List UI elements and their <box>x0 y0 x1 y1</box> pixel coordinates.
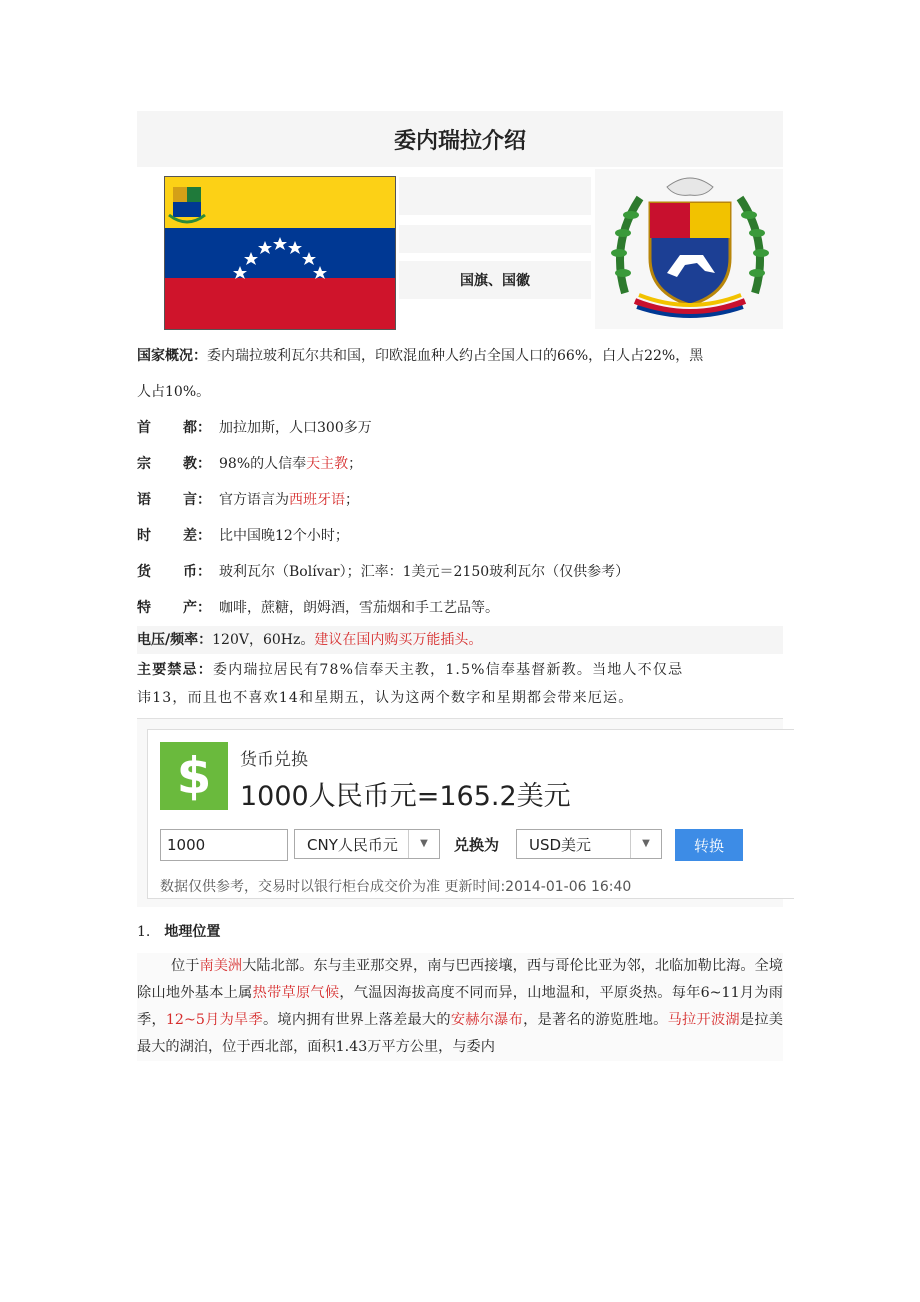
voltage-row: 电压/频率：120V，60Hz。建议在国内购买万能插头。 <box>137 626 783 654</box>
section-heading-geography: 1. 地理位置 <box>137 924 221 940</box>
product-text: 咖啡，蔗糖，朗姆酒，雪茄烟和手工艺品等。 <box>219 600 499 616</box>
taboo-label: 主要禁忌： <box>137 662 213 678</box>
overview-row <box>137 338 783 374</box>
capital-row <box>137 410 783 446</box>
capital-text: 加拉加斯，人口300多万 <box>219 420 372 436</box>
page-title: 委内瑞拉介绍 <box>137 111 783 167</box>
time-label: 时 差： <box>137 528 211 544</box>
currency-text: 玻利瓦尔（Bolívar）；汇率：1美元＝2150玻利瓦尔（仅供参考） <box>219 564 630 580</box>
lake-maracaibo-link[interactable]: 马拉开波湖 <box>667 1012 740 1028</box>
language-link[interactable]: 西班牙语 <box>289 492 345 508</box>
chevron-down-icon: ▼ <box>408 830 439 858</box>
hero-section <box>137 169 783 334</box>
venezuela-flag-image <box>164 176 396 330</box>
product-label: 特 产： <box>137 600 211 616</box>
language-row: 语 言： 官方语言为西班牙语； <box>137 482 783 518</box>
product-row <box>137 590 783 626</box>
chevron-down-icon: ▼ <box>630 830 661 858</box>
currency-label: 货 币： <box>137 564 211 580</box>
religion-label: 宗 教： <box>137 456 211 472</box>
document-page <box>137 111 783 1061</box>
coat-of-arms-image <box>595 169 783 329</box>
converter-title: 货币兑换 <box>240 750 308 770</box>
to-currency-select[interactable]: USD美元 ▼ <box>516 829 662 859</box>
dollar-icon: $ <box>160 742 228 810</box>
taboo-paragraph: 主要禁忌：委内瑞拉居民有78%信奉天主教，1.5%信奉基督新教。当地人不仅忌 讳13，而且也不喜欢14和星期五，认为这两个数字和星期都会带来厄运。 <box>137 662 684 706</box>
language-label: 语 言： <box>137 492 211 508</box>
overview-label: 国家概况： <box>137 348 207 364</box>
caption-bar-middle <box>399 225 591 253</box>
voltage-advice-link[interactable]: 建议在国内购买万能插头。 <box>314 632 483 648</box>
overview-text: 委内瑞拉玻利瓦尔共和国，印欧混血种人约占全国人口的66%，白人占22%，黑 <box>207 348 704 364</box>
amount-input[interactable]: 1000 <box>160 829 288 861</box>
geography-paragraph: 位于南美洲大陆北部。东与圭亚那交界，南与巴西接壤，西与哥伦比亚为邻，北临加勒比海。全境除山地外基本上属热带草原气候，气温因海拔高度不同而异，山地温和，平原炎热。每年6~11月为雨季，12~5月为旱季。境内拥有世界上落差最大的安赫尔瀑布，是著名的游览胜地。马拉开波湖是拉美最大的湖泊，位于西北部，面积1.43万平方公里，与委内 <box>137 953 783 1061</box>
coat-of-arms-icon <box>605 173 775 323</box>
voltage-label: 电压/频率： <box>137 632 213 648</box>
savanna-climate-link[interactable]: 热带草原气候 <box>252 985 340 1001</box>
time-row <box>137 518 783 554</box>
religion-row: 宗 教： 98%的人信奉天主教； <box>137 446 783 482</box>
dry-season-link[interactable]: 12~5月为旱季 <box>165 1012 263 1028</box>
convert-button[interactable]: 转换 <box>675 829 743 861</box>
time-text: 比中国晚12个小时； <box>219 528 349 544</box>
facts-list <box>137 338 783 712</box>
south-america-link[interactable]: 南美洲 <box>199 958 243 974</box>
overview-text-cont: 人占10%。 <box>137 384 211 400</box>
convert-to-label: 兑换为 <box>454 836 500 854</box>
from-currency-select[interactable]: CNY人民币元 ▼ <box>294 829 440 859</box>
religion-link[interactable]: 天主教 <box>306 456 349 472</box>
currency-row <box>137 554 783 590</box>
converter-note: 数据仅供参考，交易时以银行柜台成交价为准 更新时间:2014-01-06 16:40 <box>160 879 632 895</box>
capital-label: 首 都： <box>137 420 211 436</box>
caption-bar-top <box>399 177 591 215</box>
angel-falls-link[interactable]: 安赫尔瀑布 <box>450 1012 524 1028</box>
overview-row-cont <box>137 374 783 410</box>
currency-converter-widget <box>137 718 783 907</box>
flag-stars-icon <box>165 177 395 329</box>
converter-result: 1000人民币元=165.2美元 <box>240 781 571 812</box>
hero-caption: 国旗、国徽 <box>399 261 591 299</box>
